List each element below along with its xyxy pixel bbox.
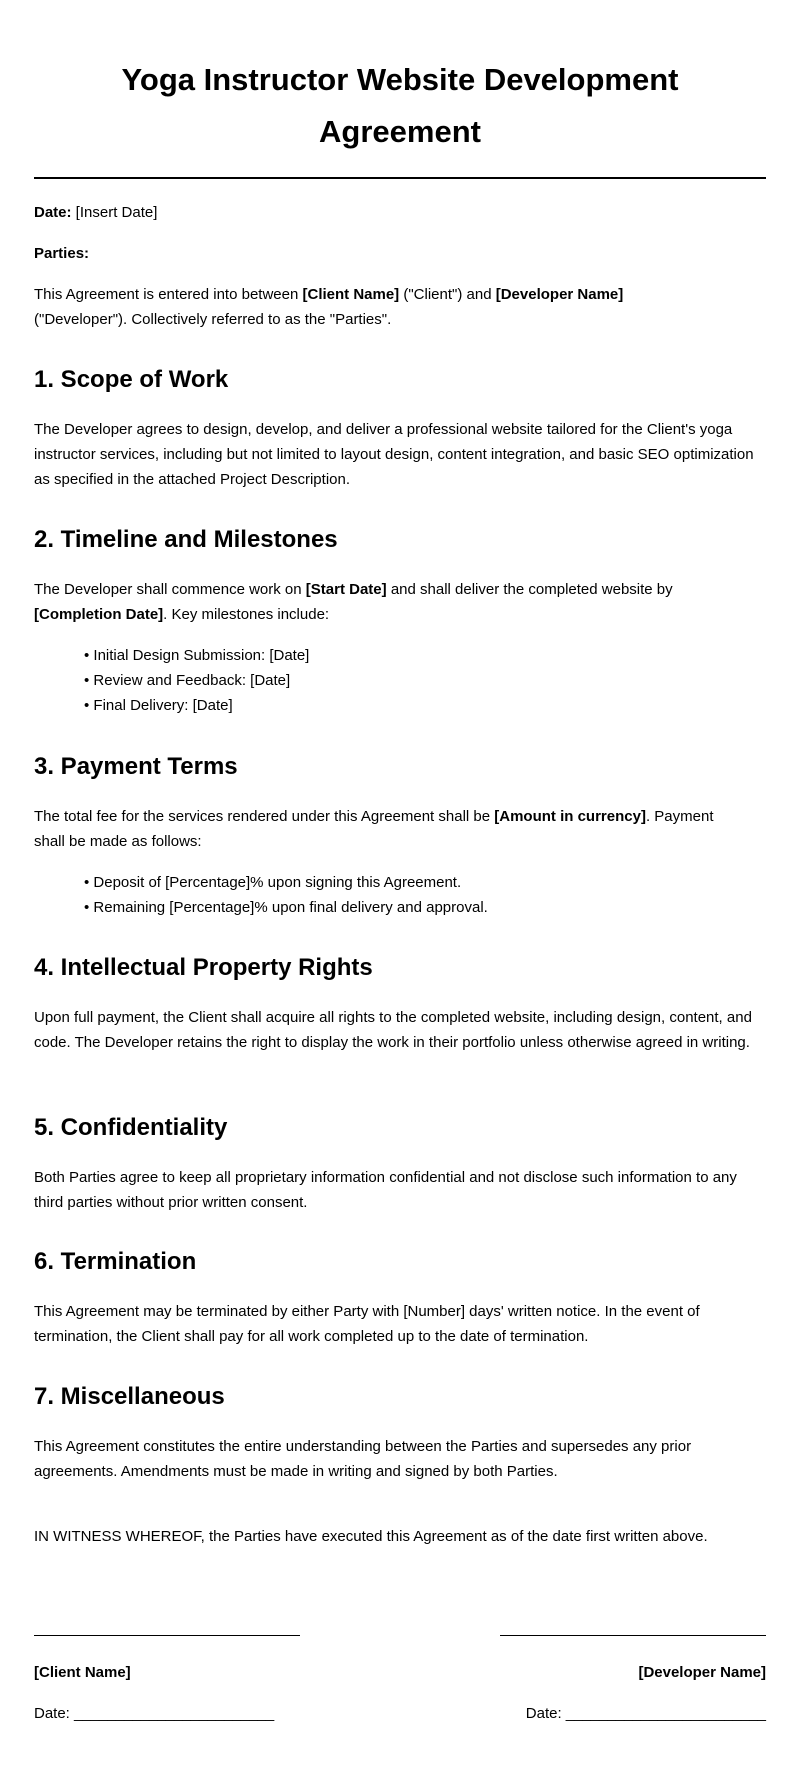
developer-signature-line: [500, 1635, 766, 1636]
section-4-heading: 4. Intellectual Property Rights: [34, 954, 373, 981]
intro-text-2: ("Client") and: [399, 286, 496, 303]
document-title: [34, 54, 766, 158]
title-line-1: Yoga Instructor Website Development: [121, 62, 679, 97]
section-2-text-2: and shall deliver the completed website by: [386, 581, 673, 598]
amount-placeholder: [Amount in currency]: [494, 808, 646, 825]
date-line: [34, 200, 769, 225]
section-2-text-1: The Developer shall commence work on: [34, 581, 306, 598]
section-7-text: This Agreement constitutes the entire understanding between the Parties and supersedes any prior agreements. Amendments must be made in writing and signed by both Parties.: [34, 1438, 692, 1480]
developer-name-signature: [Developer Name]: [638, 1664, 766, 1681]
intro-text-1: This Agreement is entered into between: [34, 286, 303, 303]
date-label: Date:: [34, 204, 72, 221]
intro-paragraph: [34, 282, 769, 332]
witness-statement: IN WITNESS WHEREOF, the Parties have executed this Agreement as of the date first written above.: [34, 1528, 708, 1545]
title-divider: [34, 177, 766, 179]
client-name-signature: [Client Name]: [34, 1664, 131, 1681]
developer-date-line: Date: ________________________: [525, 1705, 766, 1722]
section-3-heading: 3. Payment Terms: [34, 753, 238, 780]
intro-client-name: [Client Name]: [302, 286, 400, 303]
milestone-item: • Final Delivery: [Date]: [84, 697, 233, 714]
date-value: [Insert Date]: [71, 204, 158, 221]
section-2-heading: 2. Timeline and Milestones: [34, 526, 338, 553]
section-5-text: Both Parties agree to keep all proprietary information confidential and not disclose such information to any third parties without prior written consent.: [34, 1169, 737, 1211]
section-6-text: This Agreement may be terminated by either Party with [Number] days' written notice. In the event of termination, the Client shall pay for all work completed up to the date of termination.: [34, 1303, 700, 1345]
parties-label-text: Parties:: [34, 245, 90, 262]
section-2-text-3: . Key milestones include:: [163, 606, 330, 623]
section-3-text-2: . Payment: [645, 808, 714, 825]
client-date-line: Date: ________________________: [34, 1705, 275, 1722]
section-5-heading: 5. Confidentiality: [34, 1114, 228, 1141]
section-2-text: [34, 577, 769, 627]
intro-developer-name: [Developer Name]: [495, 286, 624, 303]
section-3-text: [34, 804, 769, 854]
intro-text-3: ("Developer"). Collectively referred to as the "Parties".: [34, 311, 392, 328]
section-3-text-1: The total fee for the services rendered under this Agreement shall be: [34, 808, 495, 825]
section-4-text: Upon full payment, the Client shall acquire all rights to the completed website, including design, content, and code. The Developer retains the right to display the work in their portfolio unless otherwise agreed in writing.: [34, 1009, 752, 1051]
section-7-heading: 7. Miscellaneous: [34, 1383, 225, 1410]
payment-item: • Remaining [Percentage]% upon final delivery and approval.: [84, 899, 488, 916]
section-1-text: The Developer agrees to design, develop, and deliver a professional website tailored for the Client's yoga instructor services, including but not limited to layout design, content integration, and basic SEO optimization as specified in the attached Project Description.: [34, 421, 754, 488]
section-1-heading: 1. Scope of Work: [34, 366, 229, 393]
title-line-2: Agreement: [319, 114, 481, 149]
milestone-item: • Review and Feedback: [Date]: [84, 672, 291, 689]
start-date-placeholder: [Start Date]: [305, 581, 387, 598]
section-6-heading: 6. Termination: [34, 1248, 197, 1275]
payment-item: • Deposit of [Percentage]% upon signing this Agreement.: [84, 874, 462, 891]
milestone-item: • Initial Design Submission: [Date]: [84, 647, 310, 664]
completion-date-placeholder: [Completion Date]: [34, 606, 164, 623]
parties-label: [34, 241, 769, 266]
client-signature-line: [34, 1635, 300, 1636]
section-3-text-3: shall be made as follows:: [34, 833, 202, 850]
